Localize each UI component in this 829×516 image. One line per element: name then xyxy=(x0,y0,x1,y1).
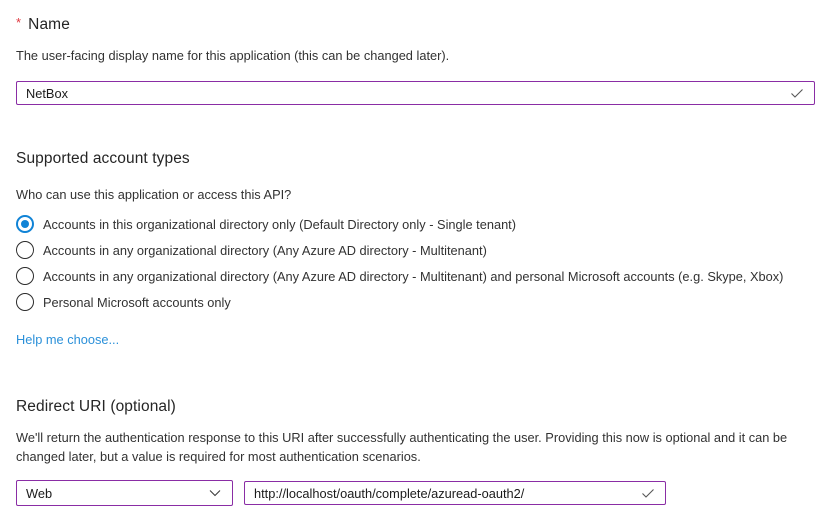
name-input[interactable] xyxy=(17,82,814,104)
radio-option-label: Personal Microsoft accounts only xyxy=(43,294,231,310)
redirect-uri-title: Redirect URI (optional) xyxy=(16,398,176,415)
chevron-down-icon xyxy=(208,486,222,500)
radio-button-icon[interactable] xyxy=(16,267,34,285)
name-section-title xyxy=(16,12,815,36)
account-types-title: Supported account types xyxy=(16,150,190,167)
required-marker: * xyxy=(16,15,22,30)
radio-button-icon[interactable] xyxy=(16,293,34,311)
radio-option-label: Accounts in this organizational directory only (Default Directory only - Single tenant) xyxy=(43,216,516,232)
account-types-radio-group xyxy=(16,211,815,315)
redirect-uri-input[interactable] xyxy=(245,482,665,504)
name-description: The user-facing display name for this application (this can be changed later). xyxy=(16,48,450,63)
radio-option-label: Accounts in any organizational directory (Any Azure AD directory - Multitenant) xyxy=(43,242,487,258)
name-title-text: Name xyxy=(28,16,70,33)
platform-selected-value: Web xyxy=(26,485,53,501)
redirect-uri-description: We'll return the authentication response to this URI after successfully authenticating the user. Providing this now is optional and it can be changed later, but a value is required for most authentication scenarios. xyxy=(16,430,788,464)
radio-option-1[interactable] xyxy=(16,211,815,237)
radio-button-icon[interactable] xyxy=(16,215,34,233)
radio-option-3[interactable] xyxy=(16,263,815,289)
redirect-uri-controls xyxy=(16,480,815,506)
radio-button-icon[interactable] xyxy=(16,241,34,259)
account-types-question: Who can use this application or access this API? xyxy=(16,187,292,202)
radio-option-2[interactable] xyxy=(16,237,815,263)
redirect-uri-field-container xyxy=(244,481,666,505)
platform-select-dropdown[interactable] xyxy=(16,480,233,506)
name-field-container xyxy=(16,81,815,105)
radio-option-4[interactable] xyxy=(16,289,815,315)
radio-option-label: Accounts in any organizational directory (Any Azure AD directory - Multitenant) and personal Microsoft accounts (e.g. Skype, Xbox) xyxy=(43,268,784,284)
help-me-choose-link[interactable]: Help me choose... xyxy=(16,332,120,347)
